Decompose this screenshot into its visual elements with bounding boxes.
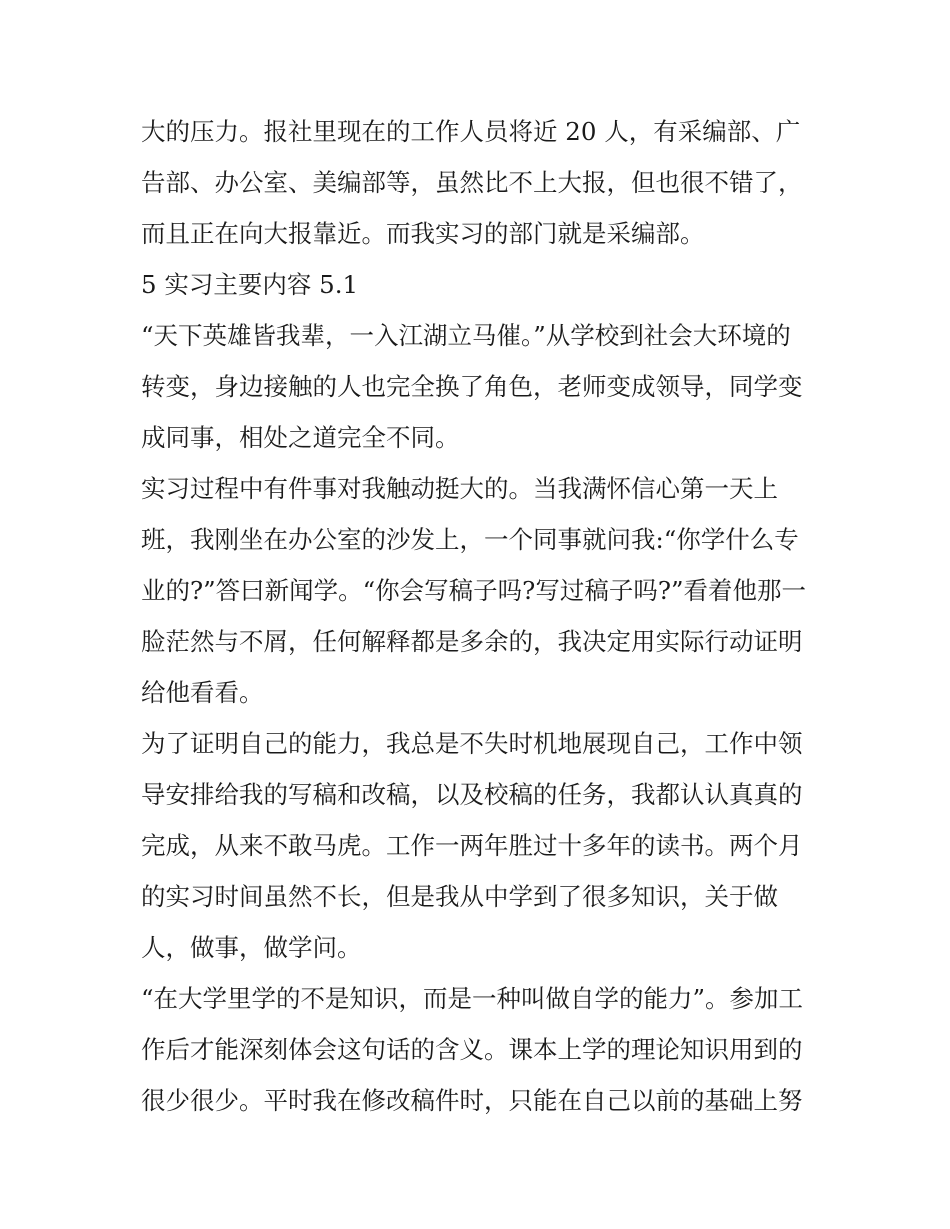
- text-line: 班，我刚坐在办公室的沙发上，一个同事就问我:“你学什么专: [141, 525, 799, 554]
- text-line: 导安排给我的写稿和改稿，以及校稿的任务，我都认认真真的: [141, 780, 803, 809]
- text-line: 大的压力。报社里现在的工作人员将近 20 人，有采编部、广: [141, 117, 801, 146]
- text-line: 给他看看。: [141, 678, 264, 707]
- body-text: [141, 106, 821, 1126]
- text-line: 业的?”答曰新闻学。“你会写稿子吗?写过稿子吗?”看着他那一: [141, 576, 806, 605]
- text-line: 脸茫然与不屑，任何解释都是多余的，我决定用实际行动证明: [141, 627, 803, 656]
- text-line: 而且正在向大报靠近。而我实习的部门就是采编部。: [141, 219, 705, 248]
- text-line: 的实习时间虽然不长，但是我从中学到了很多知识，关于做: [141, 882, 778, 911]
- text-line: “在大学里学的不是知识，而是一种叫做自学的能力”。参加工: [141, 984, 804, 1013]
- text-line: 为了证明自己的能力，我总是不失时机地展现自己，工作中领: [141, 729, 803, 758]
- text-line: 实习过程中有件事对我触动挺大的。当我满怀信心第一天上: [141, 474, 778, 503]
- text-line: 完成，从来不敢马虎。工作一两年胜过十多年的读书。两个月: [141, 831, 803, 860]
- text-line: “天下英雄皆我辈，一入江湖立马催。”从学校到社会大环境的: [141, 321, 791, 350]
- text-line: 转变，身边接触的人也完全换了角色，老师变成领导，同学变: [141, 372, 803, 401]
- text-line: 很少很少。平时我在修改稿件时，只能在自己以前的基础上努: [141, 1086, 803, 1115]
- text-line: 成同事，相处之道完全不同。: [141, 423, 460, 452]
- text-line: 人，做事，做学问。: [141, 933, 362, 962]
- text-line: 告部、办公室、美编部等，虽然比不上大报，但也很不错了，: [141, 168, 803, 197]
- section-heading: 5 实习主要内容 5.1: [141, 270, 359, 299]
- text-line: 作后才能深刻体会这句话的含义。课本上学的理论知识用到的: [141, 1035, 803, 1064]
